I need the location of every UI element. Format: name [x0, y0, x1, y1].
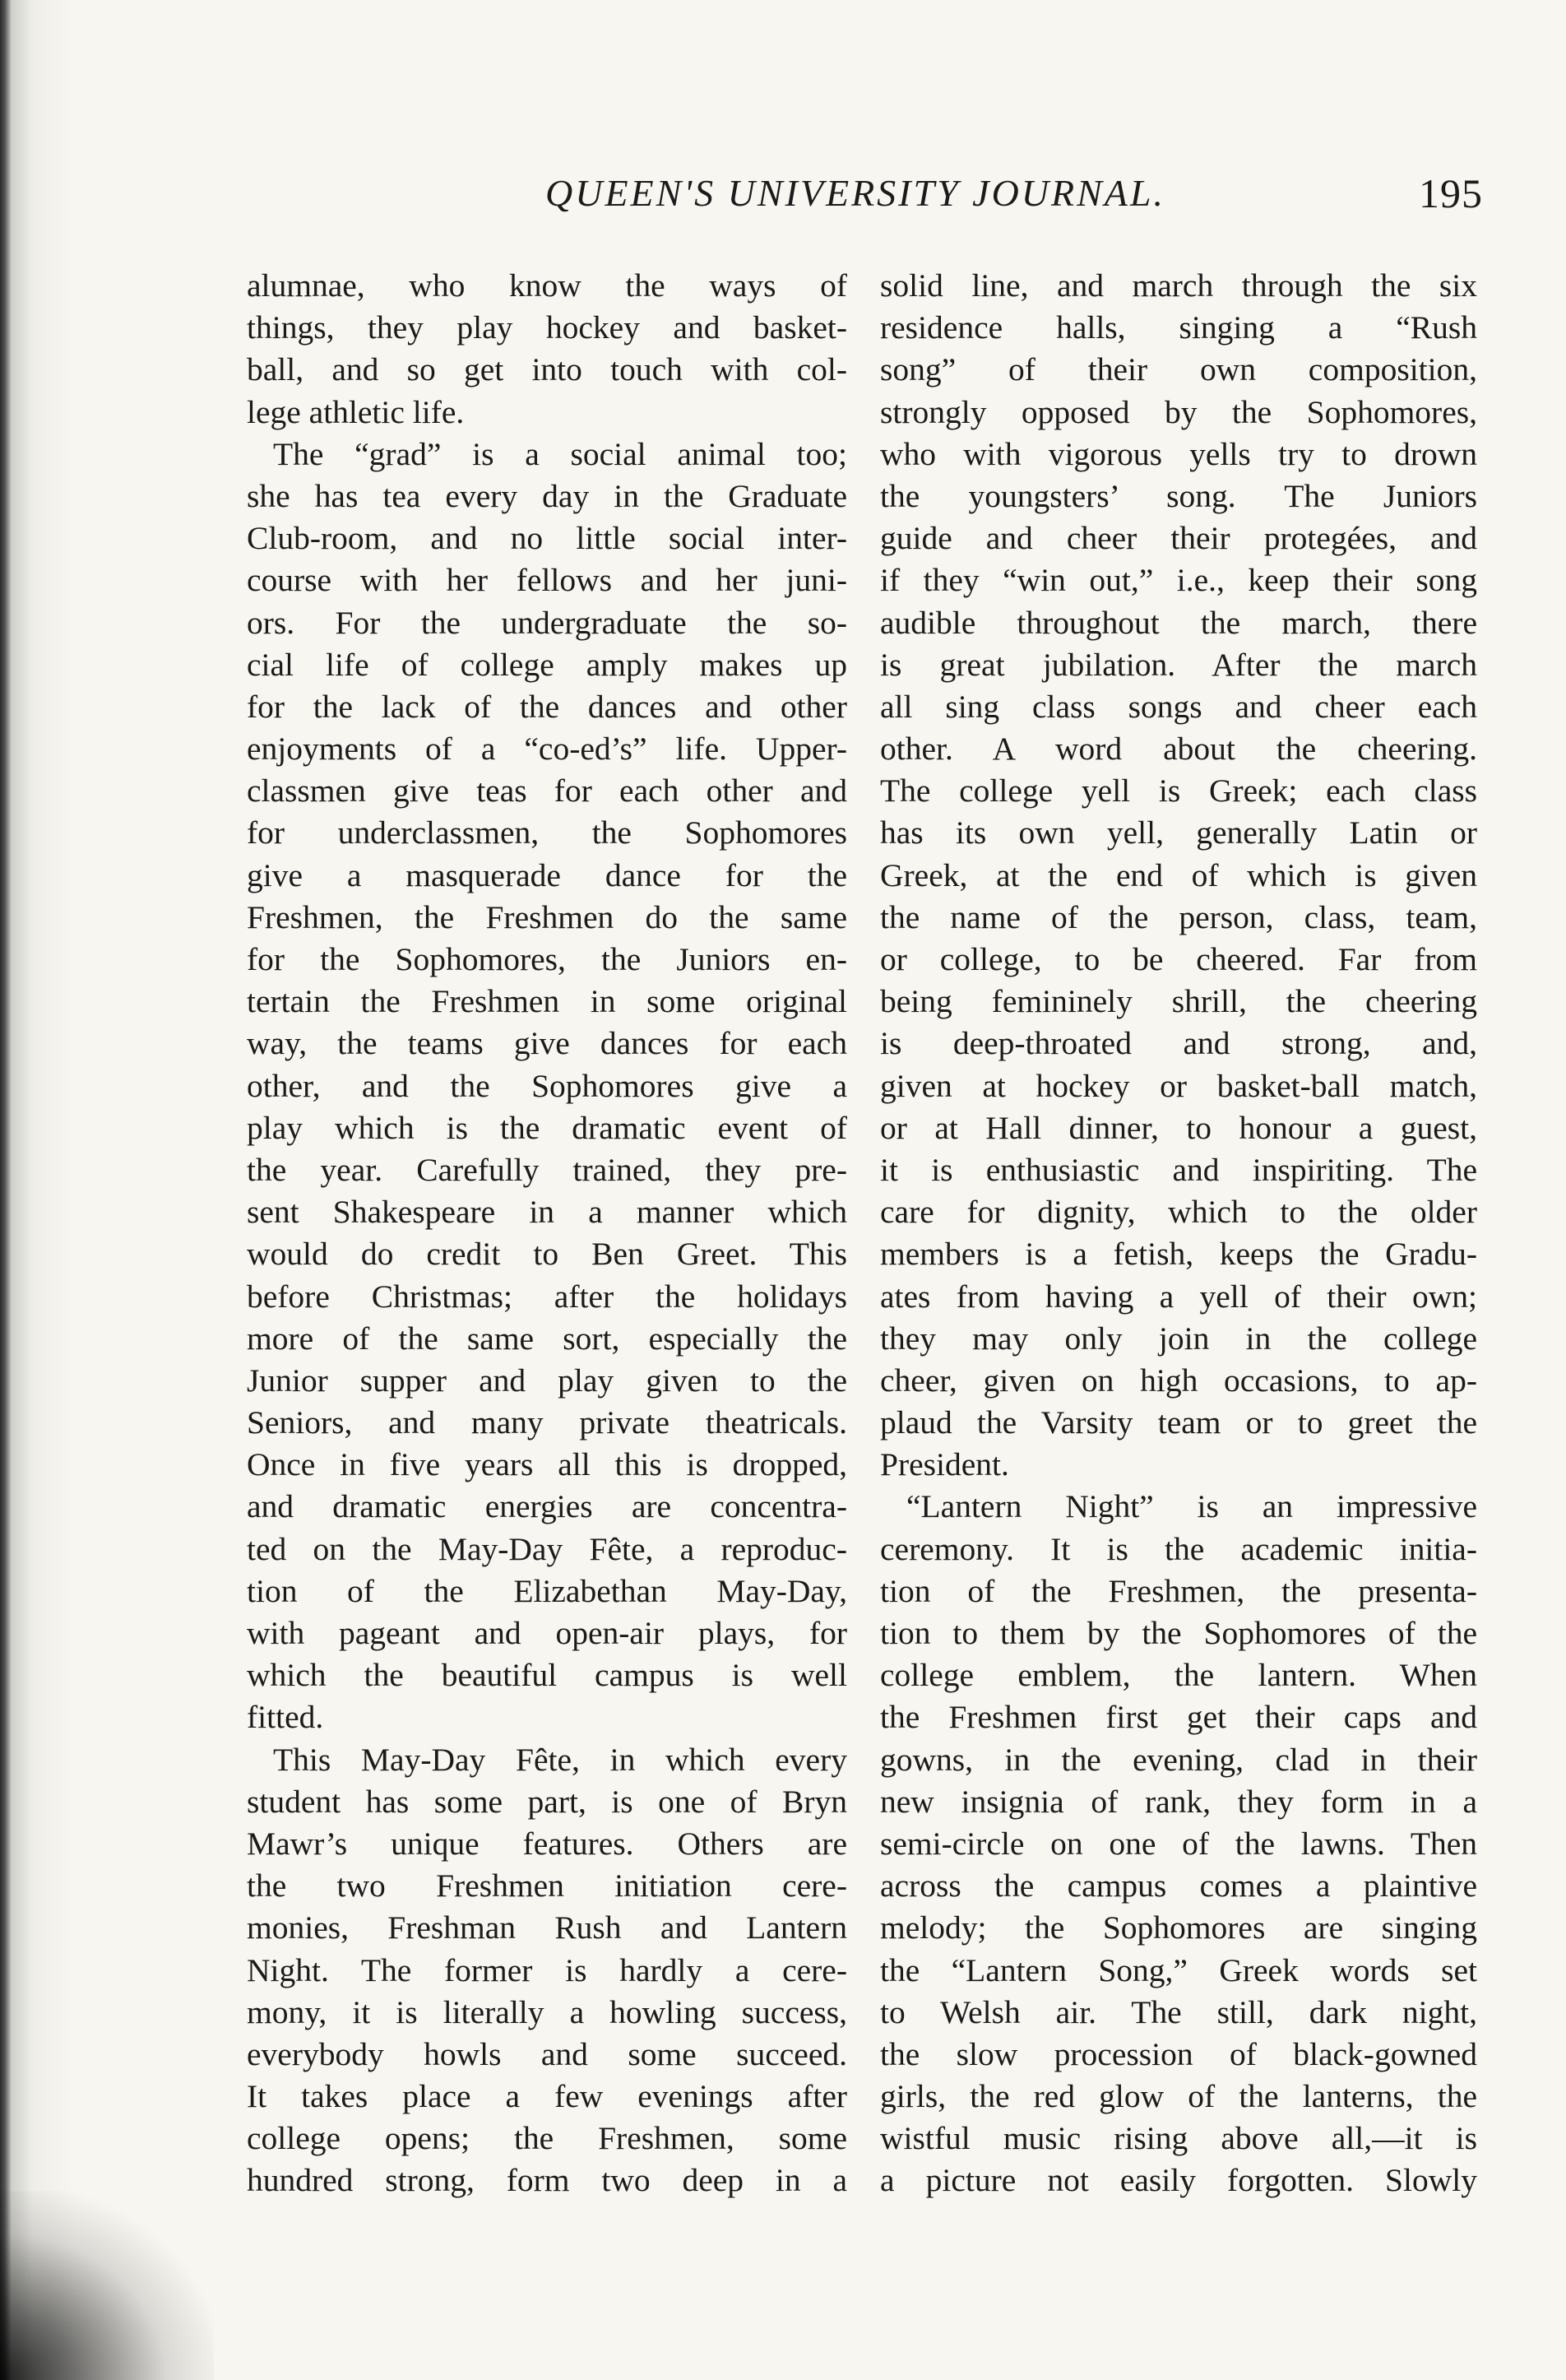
text-line: tion of the Freshmen, the presenta- [880, 1572, 1477, 1609]
text-line: Night. The former is hardly a cere- [247, 1951, 847, 1988]
text-line: cheer, given on high occasions, to ap- [880, 1362, 1477, 1399]
text-line: is deep-throated and strong, and, [880, 1025, 1477, 1062]
text-line: who with vigorous yells try to drown [880, 435, 1477, 472]
text-line: wistful music rising above all,—it is [880, 2120, 1477, 2157]
text-line: more of the same sort, especially the [247, 1320, 847, 1357]
text-line: sent Shakespeare in a manner which [247, 1194, 847, 1231]
text-line: college emblem, the lantern. When [880, 1657, 1477, 1694]
text-line: care for dignity, which to the older [880, 1194, 1477, 1231]
text-line: residence halls, singing a “Rush [880, 309, 1477, 346]
text-line: things, they play hockey and basket- [247, 309, 847, 346]
text-line: This May-Day Fête, in which every [273, 1741, 847, 1778]
text-line: for underclassmen, the Sophomores [247, 814, 847, 851]
text-line: Freshmen, the Freshmen do the same [247, 898, 847, 935]
text-line: audible throughout the march, there [880, 604, 1477, 641]
text-line: the Freshmen first get their caps and [880, 1699, 1477, 1736]
text-line: all sing class songs and cheer each [880, 688, 1477, 725]
text-line: plaud the Varsity team or to greet the [880, 1404, 1477, 1441]
text-line: or college, to be cheered. Far from [880, 941, 1477, 977]
text-line: ted on the May-Day Fête, a reproduc- [247, 1530, 847, 1567]
text-line: girls, the red glow of the lanterns, the [880, 2078, 1477, 2115]
text-line: strongly opposed by the Sophomores, [880, 393, 1477, 430]
text-line: tion of the Elizabethan May-Day, [247, 1572, 847, 1609]
text-line: is great jubilation. After the march [880, 646, 1477, 683]
text-line: way, the teams give dances for each [247, 1025, 847, 1062]
text-line: before Christmas; after the holidays [247, 1278, 847, 1315]
text-line: college opens; the Freshmen, some [247, 2120, 847, 2157]
text-line: the name of the person, class, team, [880, 898, 1477, 935]
text-line: the “Lantern Song,” Greek words set [880, 1951, 1477, 1988]
text-line: ates from having a yell of their own; [880, 1278, 1477, 1315]
text-line: Club-room, and no little social inter- [247, 520, 847, 557]
text-line: new insignia of rank, they form in a [880, 1783, 1477, 1820]
text-line: monies, Freshman Rush and Lantern [247, 1909, 847, 1946]
text-line: cial life of college amply makes up [247, 646, 847, 683]
text-line: It takes place a few evenings after [247, 2078, 847, 2115]
text-line: song” of their own composition, [880, 351, 1477, 388]
text-line: everybody howls and some succeed. [247, 2035, 847, 2072]
text-line: gowns, in the evening, clad in their [880, 1741, 1477, 1778]
text-line: would do credit to Ben Greet. This [247, 1236, 847, 1273]
text-line: other. A word about the cheering. [880, 731, 1477, 768]
text-line: enjoyments of a “co-ed’s” life. Upper- [247, 731, 847, 768]
text-line: tertain the Freshmen in some original [247, 983, 847, 1020]
text-line: melody; the Sophomores are singing [880, 1909, 1477, 1946]
text-line: or at Hall dinner, to honour a guest, [880, 1109, 1477, 1146]
text-line: fitted. [247, 1699, 324, 1736]
text-line: the year. Carefully trained, they pre- [247, 1151, 847, 1188]
text-line: classmen give teas for each other and [247, 772, 847, 810]
page-binding-edge [0, 0, 74, 2380]
text-line: “Lantern Night” is an impressive [906, 1488, 1477, 1525]
text-line: given at hockey or basket-ball match, [880, 1067, 1477, 1104]
text-line: for the lack of the dances and other [247, 688, 847, 725]
text-line: lege athletic life. [247, 393, 465, 430]
text-line: give a masquerade dance for the [247, 856, 847, 893]
text-line: she has tea every day in the Graduate [247, 477, 847, 514]
text-line: Seniors, and many private theatricals. [247, 1404, 847, 1441]
text-line: The “grad” is a social animal too; [273, 435, 847, 472]
text-line: ceremony. It is the academic initia- [880, 1530, 1477, 1567]
text-line: the youngsters’ song. The Juniors [880, 477, 1477, 514]
text-line: guide and cheer their protegées, and [880, 520, 1477, 557]
text-line: Greek, at the end of which is given [880, 856, 1477, 893]
text-line: other, and the Sophomores give a [247, 1067, 847, 1104]
text-line: Mawr’s unique features. Others are [247, 1825, 847, 1862]
text-line: The college yell is Greek; each class [880, 772, 1477, 810]
text-line: student has some part, is one of Bryn [247, 1783, 847, 1820]
text-line: ball, and so get into touch with col- [247, 351, 847, 388]
text-line: tion to them by the Sophomores of the [880, 1615, 1477, 1651]
text-line: for the Sophomores, the Juniors en- [247, 941, 847, 977]
text-line: and dramatic energies are concentra- [247, 1488, 847, 1525]
text-line: they may only join in the college [880, 1320, 1477, 1357]
running-title: QUEEN'S UNIVERSITY JOURNAL. [545, 172, 1165, 214]
text-line: members is a fetish, keeps the Gradu- [880, 1236, 1477, 1273]
text-line: has its own yell, generally Latin or [880, 814, 1477, 851]
text-line: being femininely shrill, the cheering [880, 983, 1477, 1020]
text-line: if they “win out,” i.e., keep their song [880, 562, 1477, 599]
text-line: to Welsh air. The still, dark night, [880, 1993, 1477, 2030]
left-column [247, 265, 847, 2202]
text-line: hundred strong, form two deep in a [247, 2162, 847, 2199]
text-line: Once in five years all this is dropped, [247, 1446, 847, 1483]
text-line: play which is the dramatic event of [247, 1109, 847, 1146]
text-line: the slow procession of black-gowned [880, 2035, 1477, 2072]
text-line: which the beautiful campus is well [247, 1657, 847, 1694]
text-line: a picture not easily forgotten. Slowly [880, 2162, 1477, 2199]
text-line: Junior supper and play given to the [247, 1362, 847, 1399]
text-line: ors. For the undergraduate the so- [247, 604, 847, 641]
text-line: semi-circle on one of the lawns. Then [880, 1825, 1477, 1862]
right-column [880, 265, 1477, 2202]
text-line: President. [880, 1446, 1009, 1483]
text-line: alumnae, who know the ways of [247, 267, 847, 304]
text-line: solid line, and march through the six [880, 267, 1477, 304]
text-line: across the campus comes a plaintive [880, 1867, 1477, 1904]
text-line: with pageant and open-air plays, for [247, 1615, 847, 1651]
page-corner-shadow [0, 2191, 214, 2380]
text-line: mony, it is literally a howling success, [247, 1993, 847, 2030]
text-line: it is enthusiastic and inspiriting. The [880, 1151, 1477, 1188]
page-number: 195 [1419, 170, 1483, 216]
text-line: the two Freshmen initiation cere- [247, 1867, 847, 1904]
text-line: course with her fellows and her juni- [247, 562, 847, 599]
